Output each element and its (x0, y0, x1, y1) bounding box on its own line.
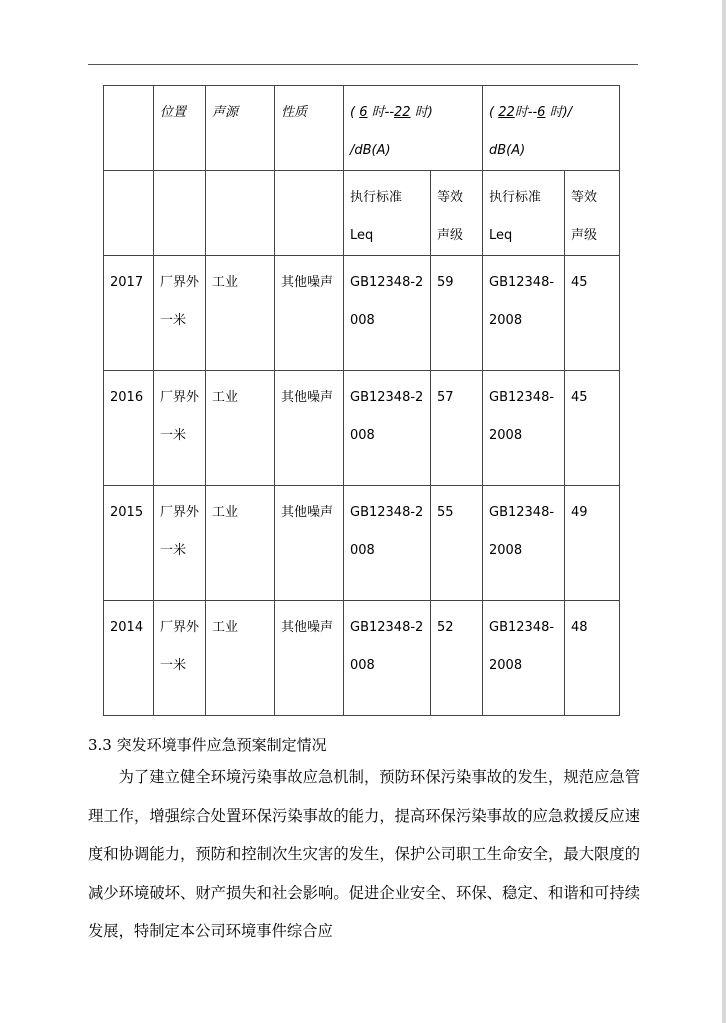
row-source: 工业 (206, 256, 275, 371)
row-nature: 其他噪声 (275, 486, 344, 601)
row-night-level: 45 (565, 256, 620, 371)
row-day-level: 57 (431, 371, 483, 486)
row-night-level: 45 (565, 371, 620, 486)
header-nature: 性质 (275, 86, 344, 171)
table-row (104, 601, 620, 716)
row-night-standard: GB12348-2008 (483, 256, 565, 371)
row-source: 工业 (206, 371, 275, 486)
row-year: 2015 (104, 486, 154, 601)
header-source: 声源 (206, 86, 275, 171)
row-day-standard: GB12348-2008 (344, 371, 431, 486)
row-location: 厂界外一米 (154, 601, 206, 716)
subheader-day-level: 等效 声级 (431, 171, 483, 256)
row-nature: 其他噪声 (275, 601, 344, 716)
row-year: 2017 (104, 256, 154, 371)
table-subheader-row (104, 171, 620, 256)
row-night-standard: GB12348-2008 (483, 601, 565, 716)
header-day-period: ( 6 时--22 时) /dB(A) (344, 86, 483, 171)
row-source: 工业 (206, 601, 275, 716)
header-rule (88, 64, 638, 65)
page-edge-shadow (722, 0, 726, 1023)
row-nature: 其他噪声 (275, 371, 344, 486)
noise-monitoring-table (103, 85, 620, 716)
row-night-level: 49 (565, 486, 620, 601)
header-location: 位置 (154, 86, 206, 171)
row-year: 2016 (104, 371, 154, 486)
row-nature: 其他噪声 (275, 256, 344, 371)
subheader-night-level: 等效 声级 (565, 171, 620, 256)
subheader-night-standard: 执行标准 Leq (483, 171, 565, 256)
row-day-level: 52 (431, 601, 483, 716)
row-day-standard: GB12348-2008 (344, 601, 431, 716)
row-night-standard: GB12348-2008 (483, 371, 565, 486)
row-year: 2014 (104, 601, 154, 716)
table-row (104, 371, 620, 486)
table-row (104, 486, 620, 601)
row-night-standard: GB12348-2008 (483, 486, 565, 601)
header-year-cell (104, 86, 154, 171)
row-day-level: 55 (431, 486, 483, 601)
row-night-level: 48 (565, 601, 620, 716)
row-day-standard: GB12348-2008 (344, 256, 431, 371)
row-location: 厂界外一米 (154, 256, 206, 371)
section-heading: 3.3 突发环境事件应急预案制定情况 (88, 736, 327, 754)
row-source: 工业 (206, 486, 275, 601)
subheader-day-standard: 执行标准 Leq (344, 171, 431, 256)
header-night-period: ( 22时--6 时)/ dB(A) (483, 86, 620, 171)
row-day-level: 59 (431, 256, 483, 371)
row-location: 厂界外一米 (154, 486, 206, 601)
table-header-row (104, 86, 620, 171)
table-row (104, 256, 620, 371)
row-location: 厂界外一米 (154, 371, 206, 486)
body-paragraph: 为了建立健全环境污染事故应急机制，预防环保污染事故的发生，规范应急管理工作，增强综合处置环保污染事故的能力，提高环保污染事故的应急救援反应速度和协调能力，预防和控制次生灾害的发生，保护公司职工生命安全，最大限度的减少环境破坏、财产损失和社会影响。促进企业安全、环保、稳定、和谐和可持续发展，特制定本公司环境事件综合应 (88, 768, 640, 940)
row-day-standard: GB12348-2008 (344, 486, 431, 601)
